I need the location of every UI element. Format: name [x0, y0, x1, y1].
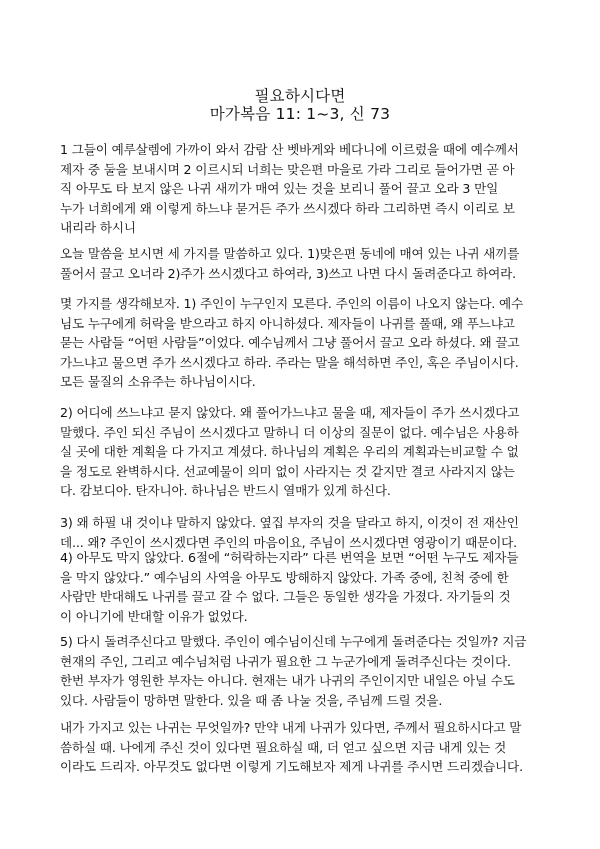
- scripture-reference: 마가복음 11: 1~3, 신 73: [209, 105, 391, 123]
- paragraph-line: 데... 왜? 주인이 쓰시겠다면 주인의 마음이요, 주님이 쓰시겠다면 영광이기 때문이다.: [60, 534, 517, 550]
- paragraph-line: 님도 누구에게 허락을 받으라고 하지 아니하셨다. 제자들이 나귀를 풀때, 왜 푸느냐고: [60, 315, 515, 331]
- document-title: 필요하시다면: [254, 87, 346, 105]
- paragraph-line: 내리라 하시니: [60, 220, 136, 235]
- paragraph-line: 내가 가지고 있는 나귀는 무엇일까? 만약 내게 나귀가 있다면, 주께서 필요하시다고 말: [60, 720, 522, 735]
- point-5-paragraph: [60, 632, 542, 710]
- paragraph-line: 묻는 사람들 “어떤 사람들”이었다. 예수님께서 그냥 풀어서 끌고 오라 하셨다. 왜 끌고: [60, 335, 520, 350]
- paragraph-line: 씀하실 때. 나에게 주신 것이 있다면 필요하실 때, 더 얻고 싶으면 지금 내게 있는 것: [60, 739, 507, 755]
- paragraph-line: 제자 중 둘을 보내시며 2 이르시되 너희는 맞은편 마을로 가라 그리로 들어가면 곧 아: [60, 161, 515, 177]
- scripture-passage-paragraph: [60, 140, 542, 238]
- paragraph-line: 한번 부자가 영원한 부자는 아니다. 현재는 내가 나귀의 주인이지만 내일은 아닐 수도: [60, 673, 515, 688]
- point-2-paragraph: [60, 403, 542, 501]
- paragraph-line: 오늘 말씀을 보시면 세 가지를 말씀하고 있다. 1)맞은편 동네에 매여 있는 나귀 새끼를: [60, 246, 520, 261]
- paragraph-line: 직 아무도 타 보지 않은 나귀 새끼가 매여 있는 것을 보리니 풀어 끌고 오라 3 만일: [60, 181, 499, 196]
- point-4-paragraph: [60, 548, 542, 626]
- paragraph-line: 이라도 드리자. 아무것도 없다면 이렇게 기도해보자 제게 나귀를 주시면 드리겠습니다.: [60, 759, 523, 774]
- paragraph-line: 풀어서 끌고 오너라 2)주가 쓰시겠다고 하여라, 3)쓰고 나면 다시 돌려준다고 하여라.: [60, 265, 516, 281]
- paragraph-line: 5) 다시 돌려주신다고 말했다. 주인이 예수님이신데 누구에게 돌려준다는 것일까? 지금: [60, 634, 527, 649]
- point-1-paragraph: [60, 294, 542, 392]
- paragraph-line: 을 막지 않았다.” 예수님의 사역을 아무도 방해하지 않았다. 가족 중에, 친척 중에 한: [60, 569, 509, 585]
- paragraph-line: 을 정도로 완벽하시다. 선교예물이 의미 없이 사라지는 것 같지만 결코 사라지지 않는: [60, 463, 515, 479]
- paragraph-line: 1 그들이 예루살렘에 가까이 와서 감람 산 벳바게와 베다니에 이르렀을 때에 예수께서: [60, 142, 519, 157]
- paragraph-line: 실 곳에 대한 계획을 다 가지고 계셨다. 하나님의 계획은 우리의 계획과는비교할 수 없: [60, 444, 519, 459]
- paragraph-line: 2) 어디에 쓰느냐고 묻지 않았다. 왜 풀어가느냐고 물을 때, 제자들이 주가 쓰시겠다고: [60, 405, 520, 420]
- paragraph-line: 말했다. 주인 되신 주님이 쓰시겠다고 말하니 더 이상의 질문이 없다. 예수님은 사용하: [60, 424, 519, 440]
- paragraph-line: 현재의 주인, 그리고 예수님처럼 나귀가 필요한 그 누군가에게 돌려주신다는 것이다.: [60, 653, 511, 669]
- intro-paragraph: [60, 244, 542, 283]
- point-3-paragraph: [60, 513, 542, 552]
- paragraph-line: 있다. 사람들이 망하면 말한다. 있을 때 좀 나눌 것을, 주님께 드릴 것을.: [60, 692, 443, 708]
- paragraph-line: 3) 왜 하필 내 것이냐 말하지 않았다. 옆집 부자의 것을 달라고 하지, 이것이 전 재산인: [60, 515, 519, 530]
- paragraph-line: 누가 너희에게 왜 이렇게 하느냐 묻거든 주가 쓰시겠다 하라 그리하면 즉시 이리로 보: [60, 200, 515, 216]
- paragraph-line: 사람만 반대해도 나귀를 끌고 갈 수 없다. 그들은 동일한 생각을 가졌다. 자기들의 것: [60, 589, 511, 604]
- paragraph-line: 가느냐고 물으면 주가 쓰시겠다고 하라. 주라는 말을 해석하면 주인, 혹은 주님이시다.: [60, 354, 519, 370]
- paragraph-line: 다. 캄보디아. 탄자니아. 하나님은 반드시 열매가 있게 하신다.: [60, 483, 391, 498]
- paragraph-line: 이 아니기에 반대할 이유가 없었다.: [60, 608, 248, 624]
- paragraph-line: 모든 물질의 소유주는 하나님이시다.: [60, 374, 256, 389]
- paragraph-line: 4) 아무도 막지 않았다. 6절에 “허락하는지라” 다른 번역을 보면 “어떤 누구도 제자들: [60, 550, 519, 565]
- conclusion-paragraph: [60, 718, 542, 777]
- paragraph-line: 몇 가지를 생각해보자. 1) 주인이 누구인지 모른다. 주인의 이름이 나오지 않는다. 예수: [60, 296, 524, 311]
